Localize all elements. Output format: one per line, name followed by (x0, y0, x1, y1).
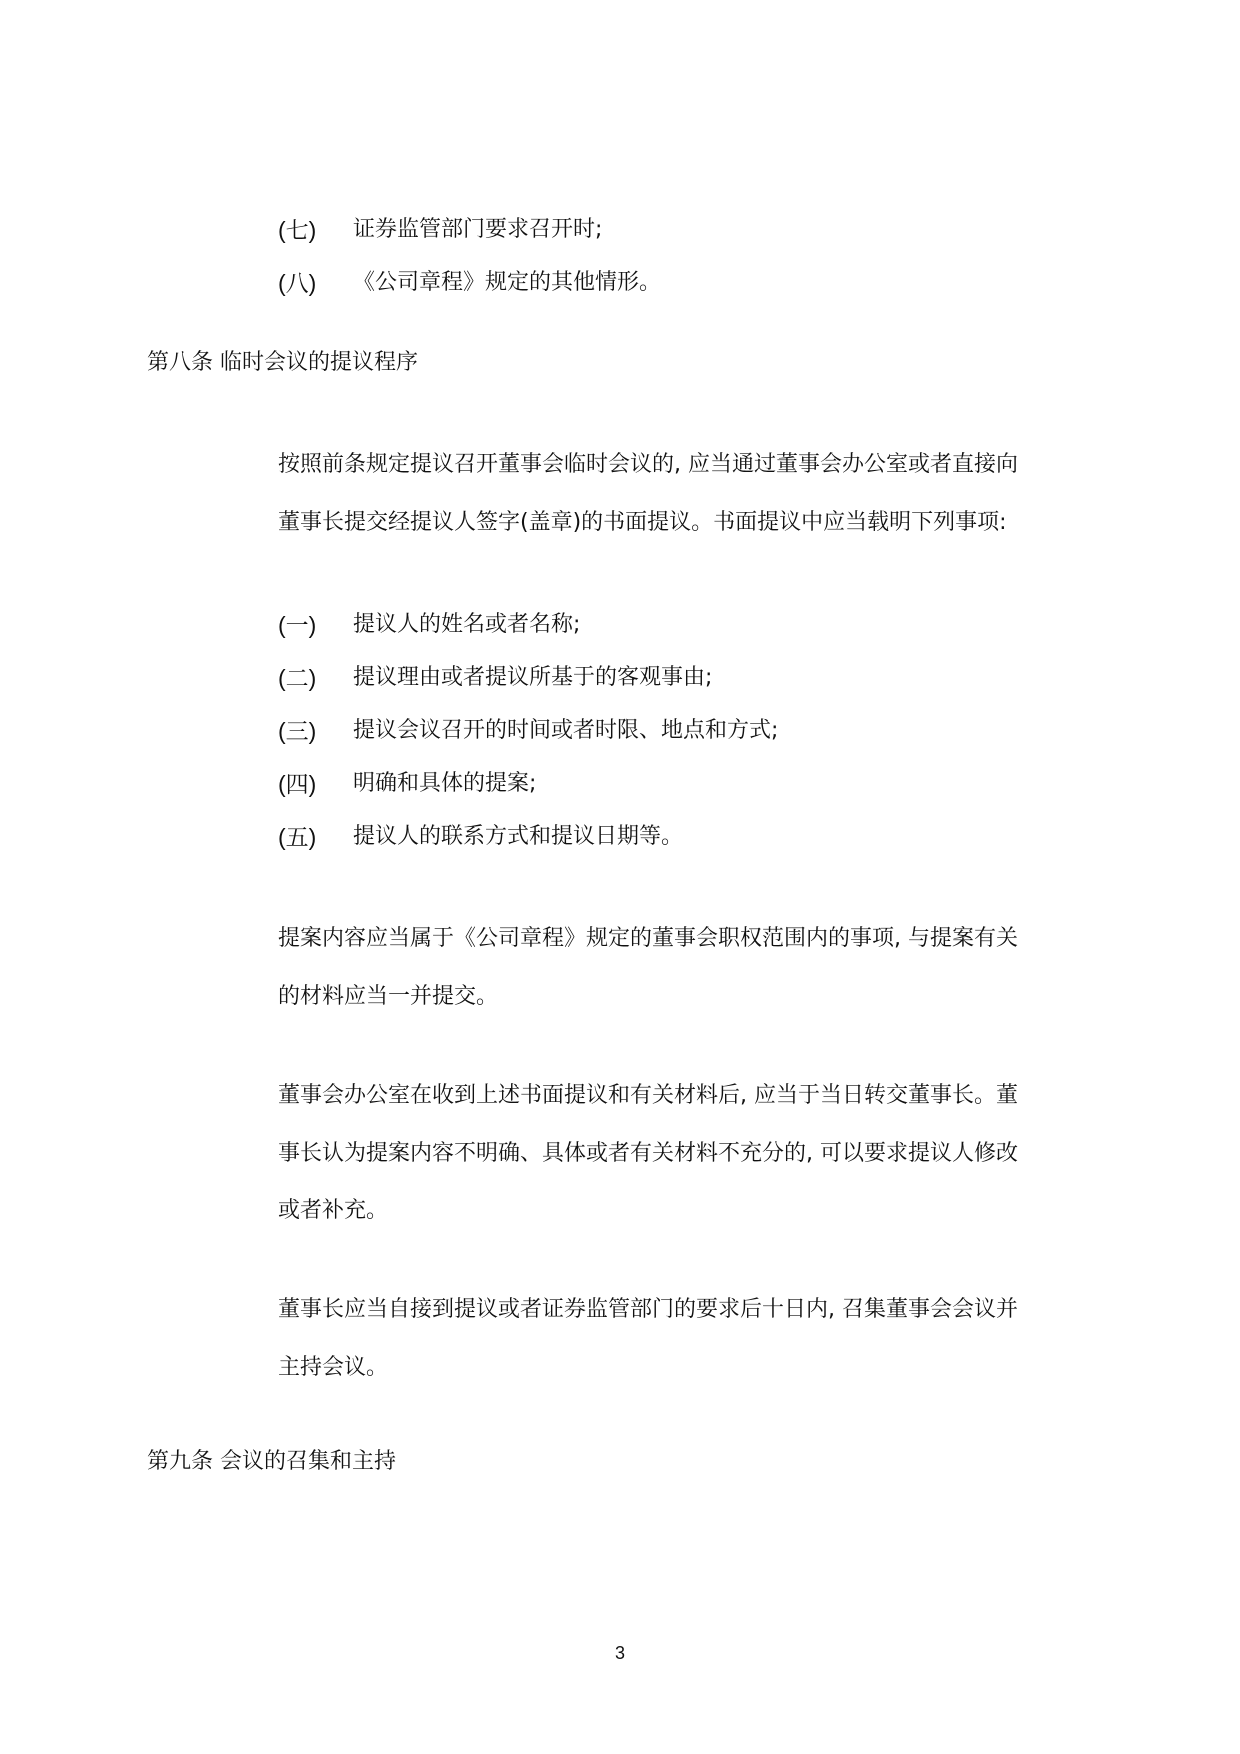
list-number: (五) (278, 824, 317, 850)
paragraph-line: 事长认为提案内容不明确、具体或者有关材料不充分的, 可以要求提议人修改 (278, 1141, 1018, 1166)
page-number: 3 (614, 1643, 625, 1663)
paragraph-line: 董事长应当自接到提议或者证券监管部门的要求后十日内, 召集董事会会议并 (278, 1297, 1018, 1322)
paragraph-line: 按照前条规定提议召开董事会临时会议的, 应当通过董事会办公室或者直接向 (278, 452, 1018, 477)
paragraph-line: 的材料应当一并提交。 (278, 984, 499, 1009)
list-text: 提议人的姓名或者名称; (353, 612, 581, 637)
paragraph-line: 提案内容应当属于《公司章程》规定的董事会职权范围内的事项, 与提案有关 (278, 926, 1018, 951)
paragraph-line: 主持会议。 (278, 1355, 389, 1380)
paragraph-line: 或者补充。 (278, 1198, 389, 1223)
article-9-heading: 第九条 会议的召集和主持 (147, 1449, 396, 1474)
list-text: 提议会议召开的时间或者时限、地点和方式; (353, 718, 779, 743)
list-number: (四) (278, 771, 317, 797)
list-text: 提议理由或者提议所基于的客观事由; (353, 665, 713, 690)
list-number: (八) (278, 270, 317, 296)
list-number: (三) (278, 718, 317, 744)
paragraph-line: 董事会办公室在收到上述书面提议和有关材料后, 应当于当日转交董事长。董 (278, 1083, 1018, 1108)
list-text: 提议人的联系方式和提议日期等。 (353, 824, 684, 849)
list-number: (七) (278, 217, 317, 243)
list-text: 明确和具体的提案; (353, 771, 537, 796)
list-number: (一) (278, 612, 317, 638)
list-text: 证券监管部门要求召开时; (353, 217, 603, 242)
article-8-heading: 第八条 临时会议的提议程序 (147, 350, 418, 375)
paragraph-line: 董事长提交经提议人签字(盖章)的书面提议。书面提议中应当载明下列事项: (278, 510, 1007, 535)
list-text: 《公司章程》规定的其他情形。 (353, 270, 662, 295)
list-number: (二) (278, 665, 317, 691)
